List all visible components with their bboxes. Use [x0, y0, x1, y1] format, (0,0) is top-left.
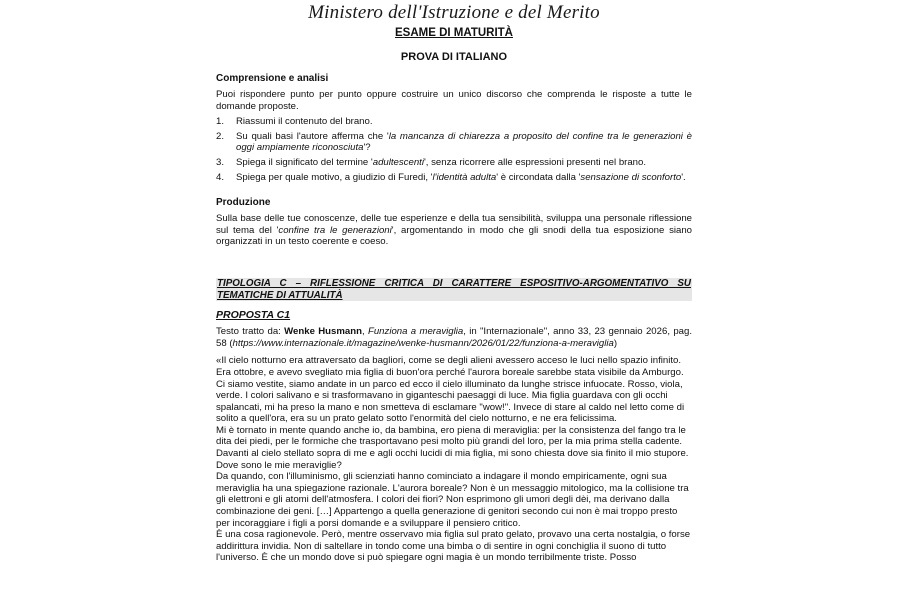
production-text-part: Sulla base delle tue conoscenze, delle tue esperienze e della tua sensibilità, sviluppa una personale riflessione sul tema del '	[216, 213, 692, 236]
list-item	[216, 172, 692, 184]
ministry-header: Ministero dell'Istruzione e del Merito	[308, 2, 600, 23]
question-text-part: Su quali basi l'autore afferma che '	[236, 130, 389, 142]
passage-paragraph: Mi è tornato in mente quando anche io, da bambina, ero piena di meraviglia: per la consistenza del fango tra le dita dei piedi, per le formiche che trasportavano pesi molto più grandi del loro, per la mia prima stella cadente. Davanti al cielo stellato sopra di me e agli occhi lucidi di mia figlia, mi sono chiesta dove sia finito il mio stupore. Dove sono le mie meraviglie?	[216, 424, 689, 471]
production-heading: Produzione	[216, 197, 271, 209]
question-text-part: '.	[681, 171, 686, 183]
question-quote: sensazione di sconforto	[580, 171, 682, 183]
passage	[216, 355, 692, 564]
source-close: )	[613, 337, 618, 349]
question-text-part: Spiega il significato del termine '	[236, 156, 373, 168]
question-number: 2.	[216, 130, 225, 142]
question-text-part: ' è circondata dalla '	[496, 171, 581, 183]
source-separator: ,	[361, 326, 368, 338]
passage-paragraph: Da quando, con l'illuminismo, gli scienziati hanno cominciato a indagare il mondo empiricamente, ogni sua meraviglia ha una spiegazione razionale. L'aurora boreale? Non è un messaggio mitologico, ma la collisione tra gli elettroni e gli atomi dell'atmosfera. I colori dei fiori? Non esprimono gli umori degli dèi, ma derivano dalla combinazione dei geni. […] Appartengo a quella generazione di genitori secondo cui non è mai troppo presto per incoraggiare i figli a porsi domande e a sviluppare il pensiero critico.	[216, 471, 689, 529]
source-author: Wenke Husmann	[284, 326, 362, 338]
question-text-part: Riassumi il contenuto del brano.	[236, 116, 373, 128]
source-prefix: Testo tratto da:	[216, 326, 285, 338]
question-quote: l'identità adulta	[432, 171, 497, 183]
passage-paragraph: «Il cielo notturno era attraversato da bagliori, come se degli alieni avessero acceso le luci nello spazio infinito. Era ottobre, e avevo svegliato mia figlia di buon'ora perché l'aurora boreale sarebbe stata visibile da Amburgo. Ci siamo vestite, siamo andate in un parco ed ecco il cielo illuminato da lunghe strisce infuocate. Rosso, viola, verde. I colori salivano e si trasformavano in giganteschi paesaggi di luce. Mia figlia guardava con gli occhi spalancati, mi ha preso la mano e non smetteva di esclamare "wow!". Invece di stare al caldo nel letto come di solito a quell'ora, era su un prato gelato sotto l'enormità del cielo notturno, e ne era felicissima.	[216, 355, 685, 425]
list-item	[216, 116, 692, 128]
list-item	[216, 131, 692, 154]
production-text-part: ', argomentando in modo che gli snodi della tua esposizione siano organizzati in un testo coerente e coeso.	[216, 224, 693, 248]
question-quote: la mancanza di chiarezza a proposito del confine tra le generazioni è oggi ampiamente riconosciuta	[236, 130, 692, 154]
question-text-part: Spiega per quale motivo, a giudizio di Furedi, '	[236, 171, 433, 183]
production-quote: confine tra le generazioni	[278, 224, 392, 236]
question-text	[236, 157, 692, 169]
source-url: https://www.internazionale.it/magazine/wenke-husmann/2026/01/22/funziona-a-meraviglia	[232, 337, 614, 349]
question-quote: adultescenti	[372, 156, 424, 168]
source-title: Funziona a meraviglia	[367, 326, 464, 338]
questions-list	[216, 116, 692, 183]
question-text	[236, 116, 692, 128]
question-text-part: '?	[363, 142, 371, 154]
list-item	[216, 157, 692, 169]
passage-paragraph: È una cosa ragionevole. Però, mentre osservavo mia figlia sul prato gelato, provavo una certa nostalgia, o forse addirittura invidia. Non di saltellare in tondo come una bimba o di sentire in ogni conchiglia il suono di tutto l'universo. È che un mondo dove si può spiegare ogni magia è un mondo terribilmente triste. Posso	[216, 529, 691, 564]
question-number: 4.	[216, 171, 225, 183]
document-content	[216, 0, 692, 564]
question-number: 3.	[216, 156, 225, 168]
exam-title: ESAME DI MATURITÀ	[395, 27, 513, 39]
comprehension-intro: Puoi rispondere punto per punto oppure costruire un unico discorso che comprenda le risposte a tutte le domande proposte.	[216, 89, 692, 112]
question-text-part: ', senza ricorrere alle espressioni presenti nel brano.	[423, 156, 647, 168]
question-text	[236, 172, 692, 184]
source-citation	[216, 326, 692, 349]
question-text	[236, 131, 692, 154]
production-text	[216, 213, 692, 248]
tipologia-heading: TIPOLOGIA C – RIFLESSIONE CRITICA DI CARATTERE ESPOSITIVO-ARGOMENTATIVO SU TEMATICHE DI ATTUALITÀ	[217, 277, 691, 301]
comprehension-heading: Comprensione e analisi	[216, 73, 329, 84]
proposta-heading: PROPOSTA C1	[216, 309, 291, 322]
subject-title: PROVA DI ITALIANO	[400, 51, 508, 63]
question-number: 1.	[216, 116, 225, 128]
source-details: , in "Internazionale", anno 33, 23 gennaio 2026, pag. 58 (	[216, 326, 692, 349]
